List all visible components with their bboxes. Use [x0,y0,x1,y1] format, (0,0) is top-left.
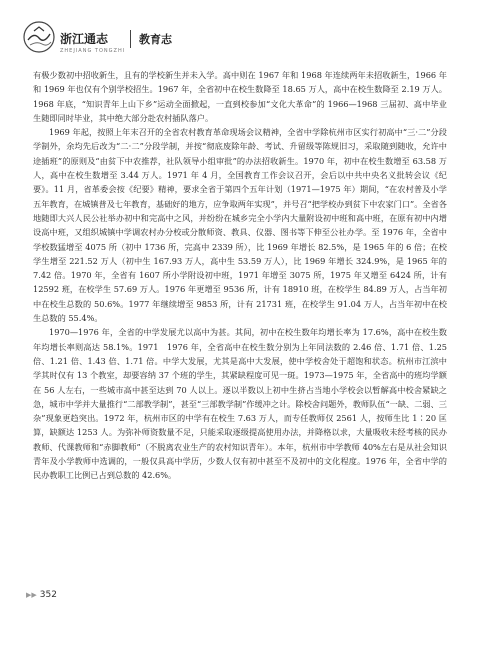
book-title: 教育志 [139,33,172,46]
zhejiang-tongzhi-logo-icon [22,20,56,54]
header-divider [130,30,131,48]
paragraph-3: 1970—1976 年，全省的中学发展尤以高中为甚。其间，初中在校生数年均增长率为 17.6%，高中在校生数年均增长率则高达 58.1%。1971 1976 年，全省高中在校生数分别为上年同法数的 2.46 倍、1.71 倍、1.25 倍、1.21 倍、1.43 倍、1.71 倍。中学大发展，尤其是高中大发展，使中学校舍处于超饱和状态。杭州市江滨中学其时仅有 13 个教室，却要容纳 37 个班的学生，其紧缺程度可见一斑。1973—1975 年，全省高中的班均学额在 56 人左右，一些城市高中甚至达到 70 人以上。逐以半数以上初中生挤占当地小学校会以暂解高中校舍紧缺之急，城市中学并大量推行“二部教学制”，甚至“三部教学制”作缓冲之计。除校舍问题外，教师队伍“一缺、二弱、三杂”现象更趋突出。1972 年，杭州市区的中学有在校生 7.63 万人，而专任教师仅 2561 人，按师生比 1∶20 匡算，缺额达 1253 人。为弥补师资数量不足，只能采取逐级提高使用办法，并降格以求，大量吸收未经考核的民办教师、代课教师和“赤脚教师”（不脱离农业生产的农村知识青年）。本年，杭州市中学教师 40%左右是从社会知识青年及小学教师中选调的，一般仅具高中学历，少数人仅有初中甚至不及初中的文化程度。1976 年，全省中学的民办教职工比例已占到总数的 42.6%。 [33,327,447,481]
page-number: 352 [39,590,57,600]
brand-english-name: ZHEJIANG TONGZHI [60,48,126,54]
body-text [33,68,447,483]
brand-block [60,28,125,54]
paragraph-2: 1969 年起，按照上年末召开的全省农村教育革命现场会议精神，全省中学除杭州市区实行初高中“三·二”分段学制外，余均先后改为“二·二”分段学制，并按“彻底废除年龄、考试、升留级等陈规旧习，采取随到随收，允许中途插班”的原则及“由贫下中农推荐，社队领导小组审批”的办法招收新生。1970 年，初中在校生数增至 63.58 万人，高中在校生数增至 3.44 万人。1971 年 4 月，全国教育工作会议召开，会后以中共中央名义批转会议《纪要》。11 月，省革委会按《纪要》精神，要求全省于第四个五年计划（1971—1975 年）期间，“在农村普及小学五年教育，在城镇普及七年教育，基础好的地方，应争取两年实现”，并号召“把学校办到贫下中农家门口”。全省各地随即大兴人民公社举办初中和完高中之风，并纷纷在城乡完全小学内大量附设初中班和高中班，在原有初中内增设高中班，又组织城镇中学调农村办分校或分散师资、教具、仪器、图书等下伸至公社办学。至 1976 年，全省中学校数猛增至 4075 所（初中 1736 所，完高中 2339 所），比 1969 年增长 82.5%，是 1965 年的 6 倍；在校学生增至 221.52 万人（初中生 167.93 万人，高中生 53.59 万人），比 1969 年增长 324.9%，是 1965 年的 7.42 倍。1970 年，全省有 1607 所小学附设初中班，1971 年增至 3075 所，1975 年又增至 6424 所，计有 12592 班，在校学生 57.69 万人。1976 年更增至 9536 所，计有 18910 班，在校学生 84.89 万人，占当年初中在校生总数的 50.6%。1977 年继续增至 9853 所，计有 21731 班，在校学生 91.04 万人，占当年初中在校生总数的 55.4%。 [33,127,447,324]
paragraph-1: 有极少数初中招收新生，且有的学校新生并未入学。高中则在 1967 年和 1968 年连续两年未招收新生，1966 年和 1969 年也仅有个别学校招生。1967 年，全省初中在校生数降至 18.65 万人，高中在校生数降至 2.19 万人。1968 年底，“知识青年上山下乡”运动全面掀起，一直到校参加“文化大革命”的 1966—1968 三届初、高中毕业生随即同时毕业，其中绝大部分赴农村插队落户。 [33,70,447,123]
brand-name: 浙江通志 [60,32,109,46]
page-marker-icon: ▶▶ [26,591,37,599]
page-header [22,20,462,60]
page-footer [26,590,57,600]
